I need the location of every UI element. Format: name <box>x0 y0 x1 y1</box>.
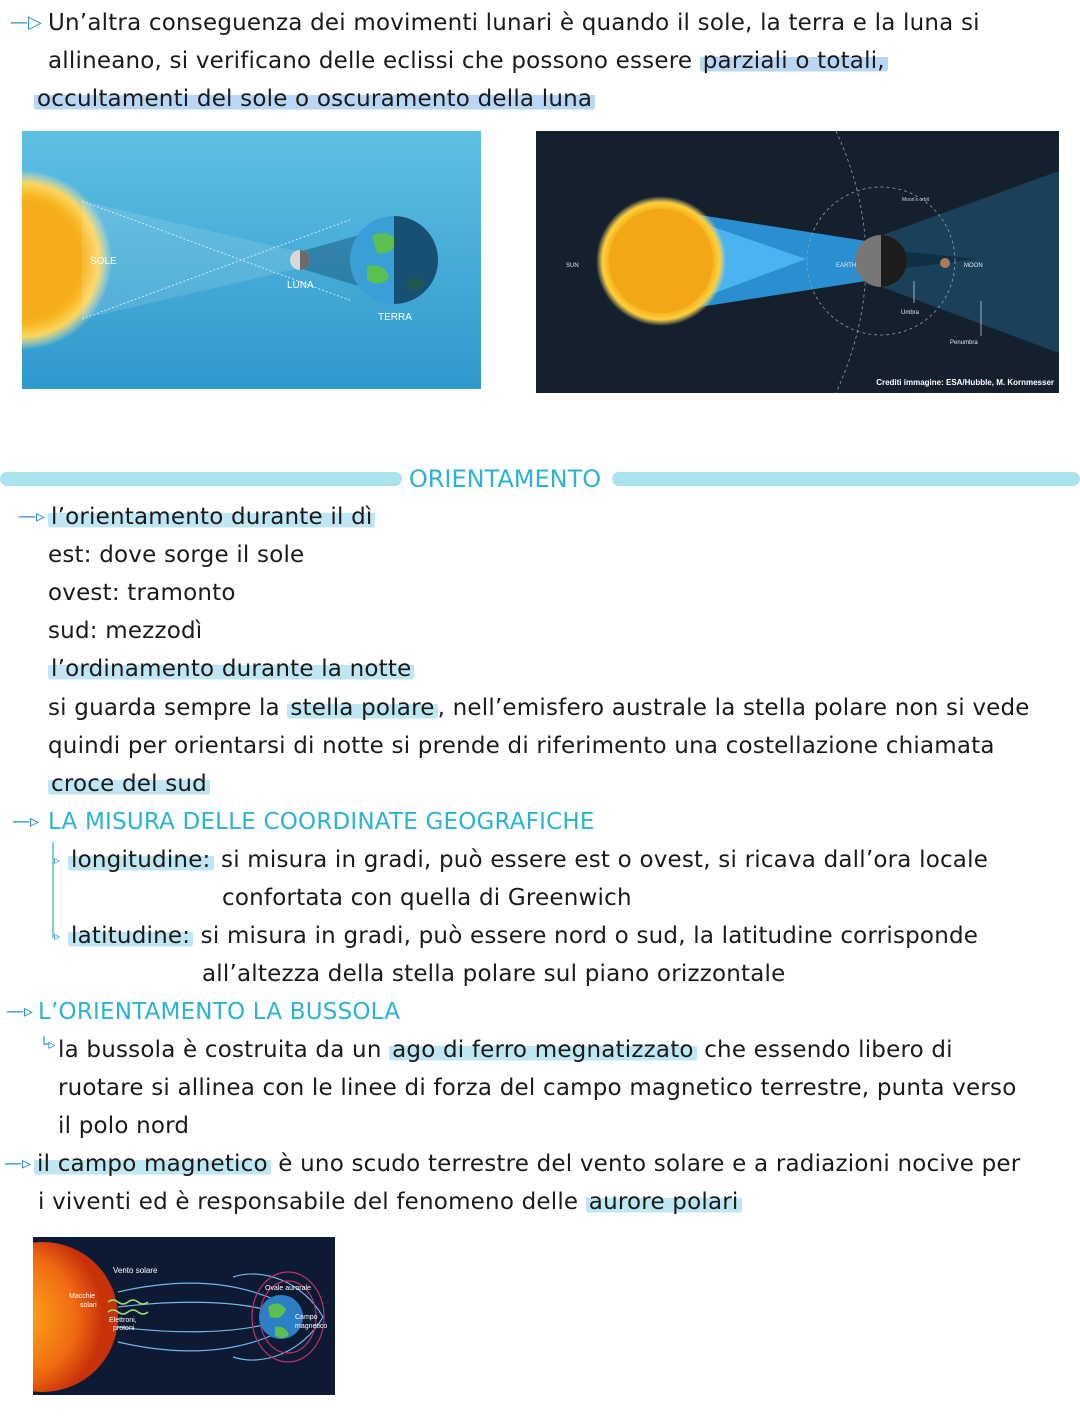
compass-heading: L’ORIENTAMENTO LA BUSSOLA <box>38 999 401 1025</box>
auroral-oval-label: Ovale aurorale <box>265 1285 311 1292</box>
section-title: ORIENTAMENTO <box>408 465 602 493</box>
highlight-occultations: occultamenti del sole o oscuramento della luna <box>34 86 595 112</box>
field-line-2-a: i viventi ed è responsabile del fenomeno delle <box>38 1189 579 1215</box>
arrow-icon: ▹ <box>54 853 61 867</box>
day-heading-line <box>48 502 375 532</box>
magnetic-field-label-2: magnetico <box>295 1323 328 1330</box>
highlight-needle: ago di ferro megnatizzato <box>389 1037 697 1063</box>
east-line: est: dove sorge il sole <box>48 542 305 568</box>
south-line: sud: mezzodì <box>48 618 203 644</box>
night-line-1-a: si guarda sempre la <box>48 695 280 721</box>
night-line-2: quindi per orientarsi di notte si prende di riferimento una costellazione chiamata <box>48 733 995 759</box>
field-line-1-b: è uno scudo terrestre del vento solare e a radiazioni nocive per <box>278 1151 1021 1177</box>
compass-line-1 <box>58 1035 953 1065</box>
highlight-magnetic-field: il campo magnetico <box>34 1151 271 1177</box>
terra-label: TERRA <box>378 312 412 323</box>
latitude-line-1 <box>68 921 978 951</box>
sunspots-label-2: solari <box>80 1302 97 1309</box>
longitude-label: longitudine: <box>68 847 214 873</box>
moon-label: MOON <box>964 263 983 269</box>
arrow-icon: ▹ <box>54 929 61 943</box>
night-line-3 <box>48 769 210 799</box>
field-line-2 <box>38 1187 742 1217</box>
latitude-text-1: si misura in gradi, può essere nord o sud, la latitudine corrisponde <box>200 923 979 949</box>
compass-line-1-a: la bussola è costruita da un <box>58 1037 382 1063</box>
intro-line-2-text: allineano, si verificano delle eclissi che possono essere <box>48 48 693 74</box>
earth-label: EARTH <box>836 263 857 269</box>
longitude-text-1: si misura in gradi, può essere est o ovest, si ricava dall’ora locale <box>221 847 989 873</box>
luna-label: LUNA <box>287 280 314 291</box>
sun-label: SUN <box>566 263 579 269</box>
highlight-polar-star: stella polare <box>287 695 437 721</box>
highlight-southern-cross: croce del sud <box>48 771 210 797</box>
magnetic-field-label-1: Campo <box>295 1314 318 1321</box>
arrow-icon: —▷ <box>10 12 42 33</box>
longitude-line-2: confortata con quella di Greenwich <box>222 885 632 911</box>
sole-label: SOLE <box>90 256 117 267</box>
intro-line-1: Un’altra conseguenza dei movimenti lunari è quando il sole, la terra e la luna si <box>48 10 980 36</box>
arrow-icon: —▹ <box>18 506 46 527</box>
compass-line-1-c: che essendo libero di <box>704 1037 953 1063</box>
latitude-line-2: all’altezza della stella polare sul piano orizzontale <box>202 961 786 987</box>
west-line: ovest: tramonto <box>48 580 236 606</box>
night-heading: l’ordinamento durante la notte <box>48 656 414 682</box>
day-heading: l’orientamento durante il dì <box>48 504 375 530</box>
arrow-icon: —▹ <box>6 1001 34 1022</box>
night-line-1 <box>48 693 1030 723</box>
coords-heading: LA MISURA DELLE COORDINATE GEOGRAFICHE <box>48 809 595 835</box>
compass-line-2: ruotare si allinea con le linee di forza del campo magnetico terrestre, punta verso <box>58 1075 1017 1101</box>
latitude-label: latitudine: <box>68 923 193 949</box>
moon-orbit-label: Moon's orbit <box>902 197 930 203</box>
solar-wind-image <box>33 1237 335 1395</box>
particles-label-1: Elettroni, <box>109 1317 137 1324</box>
corner-arrow-icon: └▹ <box>40 1037 56 1053</box>
solar-wind-label: Vento solare <box>113 1266 158 1275</box>
esa-eclipse-image <box>536 131 1059 393</box>
arrow-icon: —▹ <box>12 811 40 832</box>
intro-line-3 <box>34 84 595 114</box>
compass-line-3: il polo nord <box>58 1113 190 1139</box>
image-credit: Crediti immagine: ESA/Hubble, M. Kornmesser <box>876 378 1054 387</box>
umbra-label: Umbra <box>901 310 920 316</box>
highlight-aurora: aurore polari <box>586 1189 742 1215</box>
penumbra-label: Penumbra <box>950 340 978 346</box>
eclipse-diagram-image <box>22 131 481 389</box>
night-heading-line <box>48 654 414 684</box>
arrow-icon: —▹ <box>4 1153 32 1174</box>
sunspots-label-1: Macchie <box>69 1293 96 1300</box>
intro-line-2 <box>48 46 888 76</box>
night-line-1-c: , nell’emisfero australe la stella polare non si vede <box>437 695 1030 721</box>
highlight-partial-total: parziali o totali, <box>700 48 888 74</box>
particles-label-2: protoni <box>113 1325 135 1332</box>
field-line-1 <box>34 1149 1020 1179</box>
longitude-line-1 <box>68 845 988 875</box>
